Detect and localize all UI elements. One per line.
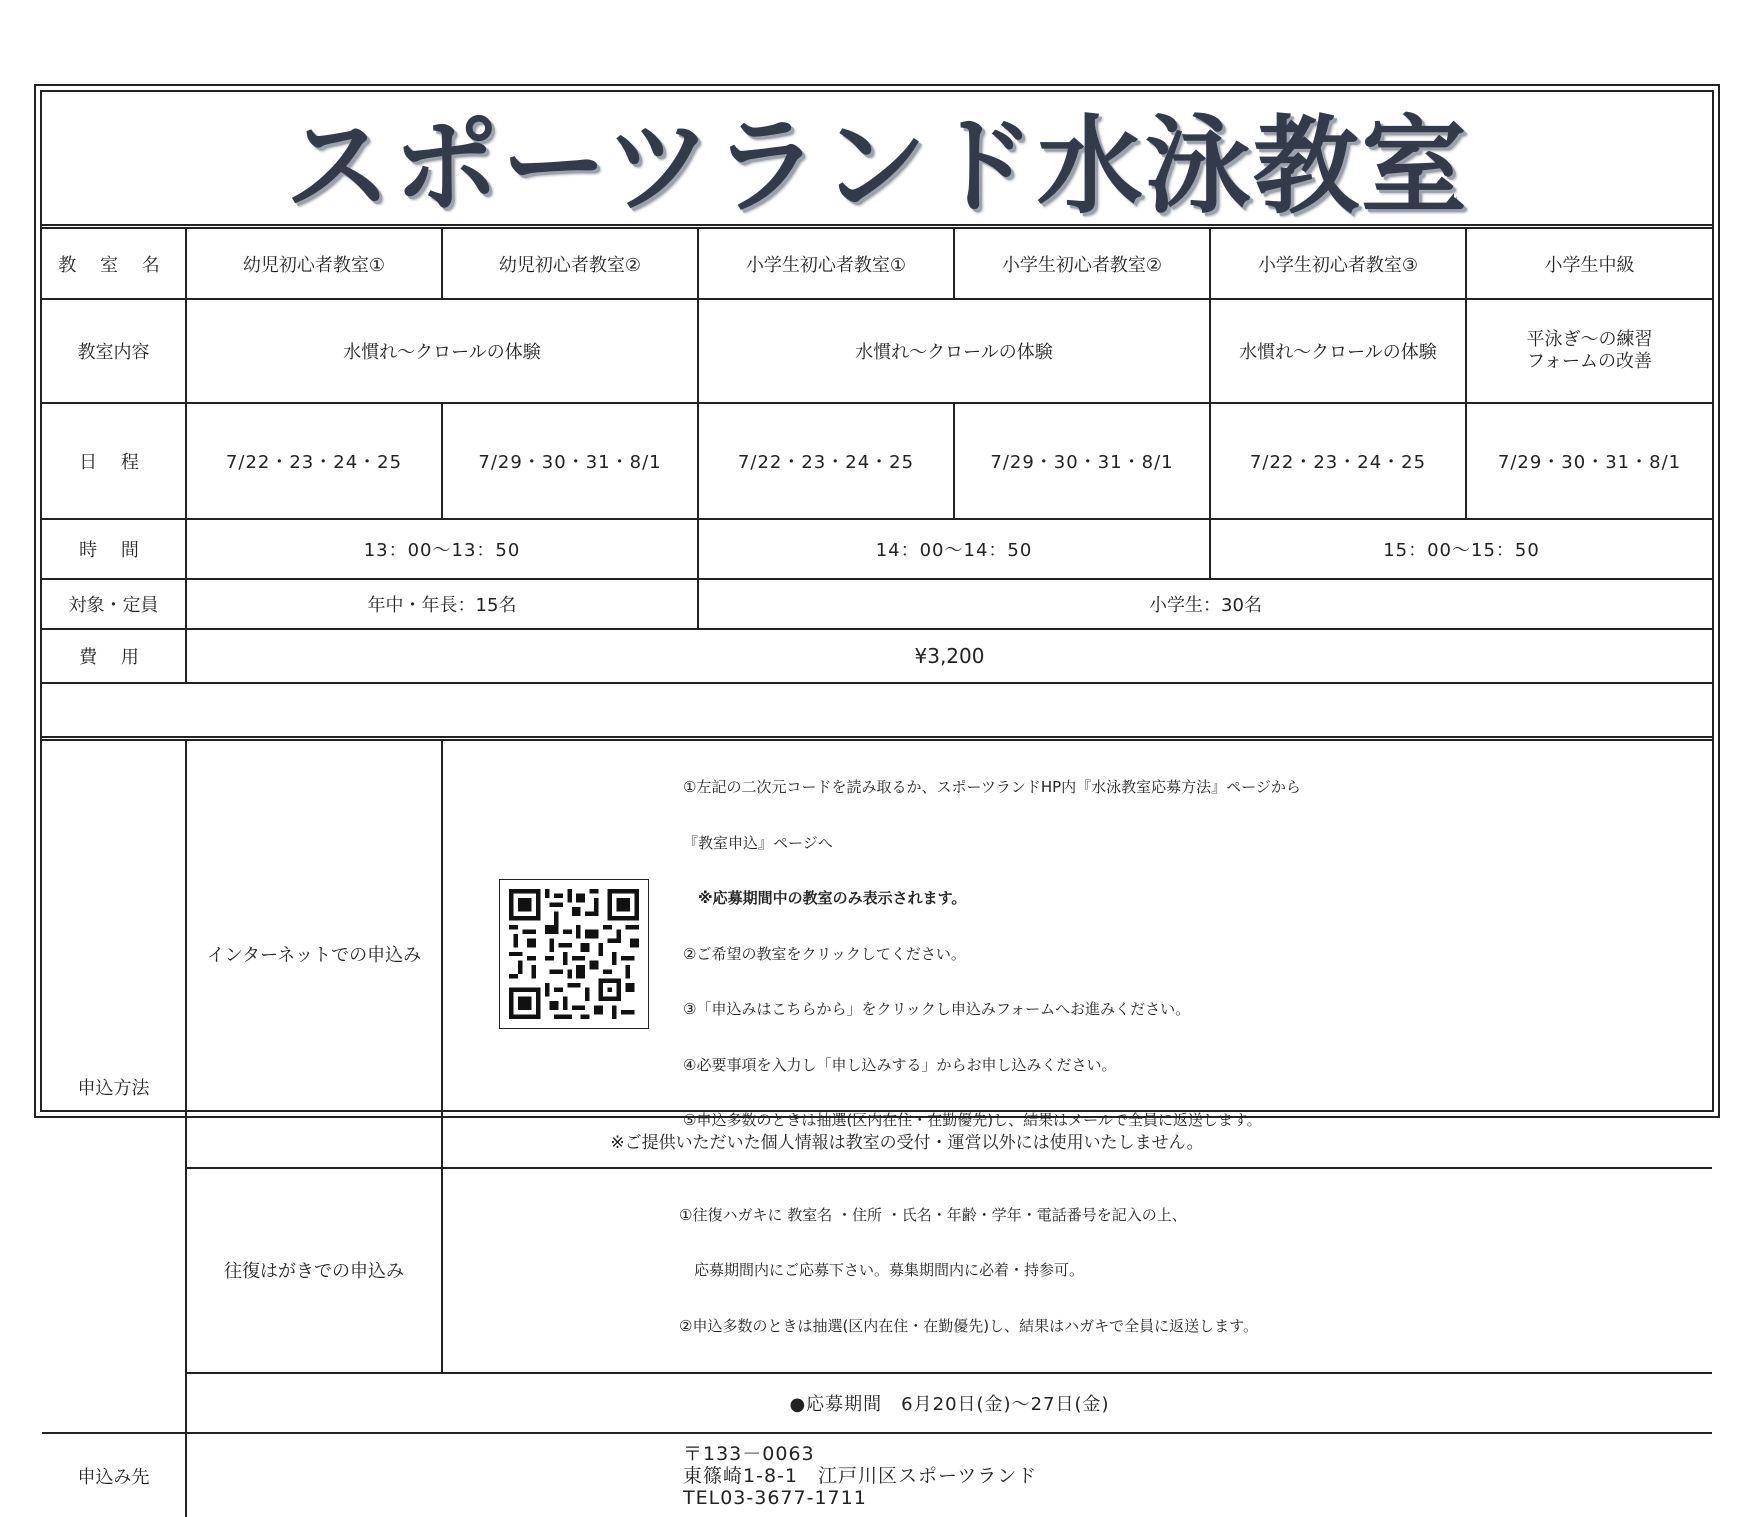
schedule-dates: 7/22・23・24・25 (1210, 403, 1466, 519)
time-label: 時 間 (42, 519, 186, 579)
target-capacity: 小学生：30名 (698, 579, 1712, 629)
class-content: 水慣れ～クロールの体験 (698, 299, 1210, 403)
instruction-line: ①左記の二次元コードを読み取るか、スポーツランドHP内『水泳教室応募方法』ページから (683, 778, 1301, 796)
instruction-line: ※応募期間中の教室のみ表示されます。 (683, 889, 967, 907)
instruction-line: ②申込多数のときは抽選(区内在住・在勤優先)し、結果はハガキで全員に返送します。 (679, 1316, 1258, 1335)
class-content: 水慣れ～クロールの体験 (1210, 299, 1466, 403)
target-label: 対象・定員 (42, 579, 186, 629)
content-label: 教室内容 (42, 299, 186, 403)
qr-code[interactable] (499, 879, 649, 1029)
internet-label: インターネットでの申込み (186, 739, 442, 1168)
classroom-name: 小学生初心者教室② (954, 229, 1210, 299)
page-title: スポーツランド水泳教室 (285, 105, 1469, 228)
classroom-name: 小学生中級 (1466, 229, 1712, 299)
schedule-dates: 7/29・30・31・8/1 (1466, 403, 1712, 519)
schedule-dates: 7/29・30・31・8/1 (442, 403, 698, 519)
instruction-line: ③「申込みはこちらから」をクリックし申込みフォームへお進みください。 (683, 1000, 1191, 1018)
qr-code-icon (509, 889, 639, 1019)
address-line: 東篠崎1-8-1 江戸川区スポーツランド (683, 1464, 1038, 1487)
fee-value: ¥3,200 (186, 629, 1712, 683)
application-period: ●応募期間 6月20日(金)～27日(金) (186, 1373, 1712, 1433)
postcard-detail (442, 1168, 1712, 1374)
fee-row (42, 629, 1712, 683)
content-row (42, 299, 1712, 403)
instruction-line: ④必要事項を入力し「申し込みする」からお申し込みください。 (683, 1055, 1117, 1074)
address-detail (186, 1433, 1712, 1517)
title-banner (42, 92, 1712, 229)
internet-instructions (683, 741, 1301, 1167)
instruction-line: ①往復ハガキに 教室名 ・住所 ・氏名・年齢・学年・電話番号を記入の上、 (679, 1205, 1187, 1224)
target-capacity: 年中・年長：15名 (186, 579, 698, 629)
classroom-label: 教 室 名 (42, 229, 186, 299)
schedule-row (42, 403, 1712, 519)
address-row (42, 1433, 1712, 1517)
instruction-line: 応募期間内にご応募下さい。募集期間内に必着・持参可。 (679, 1261, 1085, 1279)
address-line: TEL03-3677-1711 (683, 1486, 867, 1509)
class-time: 13：00～13：50 (186, 519, 698, 579)
address-line: 〒133－0063 (683, 1442, 815, 1465)
postcard-label: 往復はがきでの申込み (186, 1168, 442, 1374)
class-content: 水慣れ～クロールの体験 (186, 299, 698, 403)
method-label: 申込方法 (42, 739, 186, 1434)
class-time: 14：00～14：50 (698, 519, 1210, 579)
internet-detail (442, 739, 1712, 1168)
classroom-name: 幼児初心者教室② (442, 229, 698, 299)
privacy-footnote: ※ご提供いただいた個人情報は教室の受付・運営以外には使用いたしません。 (610, 1133, 1204, 1153)
target-row (42, 579, 1712, 629)
classroom-row (42, 229, 1712, 299)
internet-row (42, 739, 1712, 1168)
fee-label: 費 用 (42, 629, 186, 683)
period-row (42, 1373, 1712, 1433)
classroom-name: 小学生初心者教室① (698, 229, 954, 299)
application-table (42, 736, 1712, 1517)
instruction-line: ②ご希望の教室をクリックしてください。 (683, 944, 966, 963)
schedule-dates: 7/29・30・31・8/1 (954, 403, 1210, 519)
instruction-line: 『教室申込』ページへ (683, 833, 833, 852)
class-info-table (42, 229, 1712, 684)
address-label: 申込み先 (42, 1433, 186, 1517)
schedule-dates: 7/22・23・24・25 (186, 403, 442, 519)
instruction-line: ⑤申込多数のときは抽選(区内在住・在勤優先)し、結果はメールで全員に返送します。 (683, 1111, 1262, 1129)
postcard-instructions (443, 1169, 1712, 1373)
class-time: 15：00～15：50 (1210, 519, 1712, 579)
classroom-name: 小学生初心者教室③ (1210, 229, 1466, 299)
schedule-dates: 7/22・23・24・25 (698, 403, 954, 519)
postcard-row (42, 1168, 1712, 1374)
class-content: 平泳ぎ～の練習 フォームの改善 (1466, 299, 1712, 403)
classroom-name: 幼児初心者教室① (186, 229, 442, 299)
schedule-label: 日 程 (42, 403, 186, 519)
time-row (42, 519, 1712, 579)
